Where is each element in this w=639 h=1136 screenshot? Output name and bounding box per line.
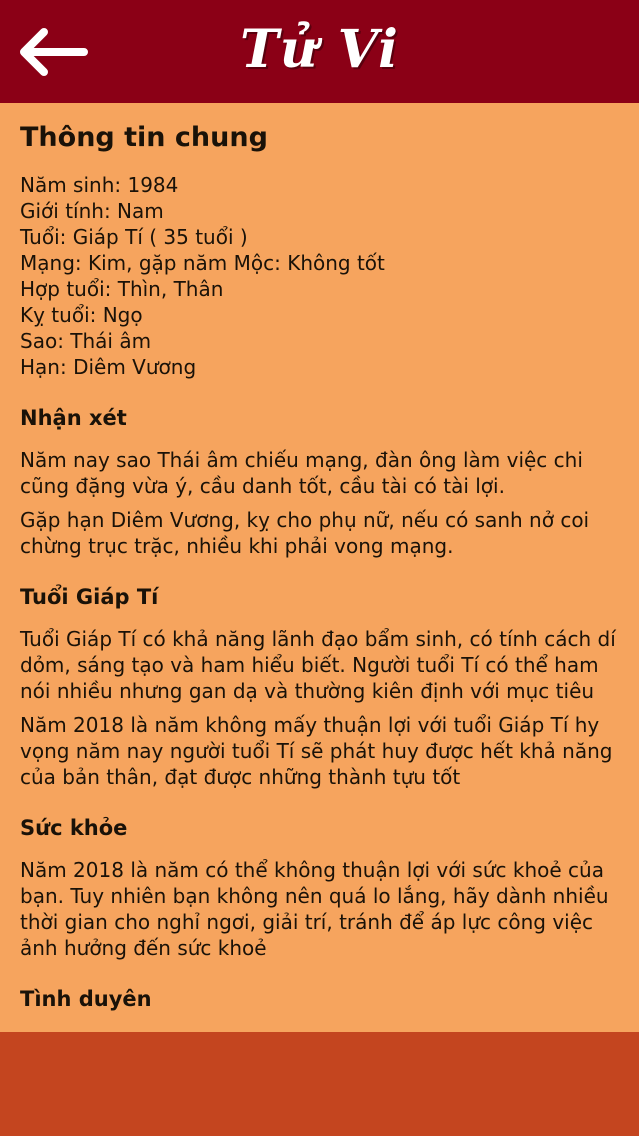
health-paragraph-1: Năm 2018 là năm có thể không thuận lợi với sức khoẻ của bạn. Tuy nhiên bạn không nên quá lo lắng, hãy dành nhiều thời gian cho nghỉ ngơi, giải trí, tránh để áp lực công việc ảnh hưởng đến sức khoẻ <box>20 858 609 960</box>
info-gender: Giới tính: Nam <box>20 199 164 223</box>
footer-bar <box>0 1032 639 1136</box>
review-paragraph-2: Gặp hạn Diêm Vương, kỵ cho phụ nữ, nếu có sanh nở coi chừng trục trặc, nhiều khi phải vong mạng. <box>20 508 590 558</box>
section-heading-review: Nhận xét <box>20 406 127 430</box>
info-element: Mạng: Kim, gặp năm Mộc: Không tốt <box>20 251 385 275</box>
app-title: Tử Vi <box>240 19 399 80</box>
review-paragraph-1: Năm nay sao Thái âm chiếu mạng, đàn ông làm việc chi cũng đặng vừa ý, cầu danh tốt, cầu tài có tài lợi. <box>20 448 583 498</box>
info-incompatible-ages: Kỵ tuổi: Ngọ <box>20 303 143 327</box>
section-heading-love: Tình duyên <box>20 987 152 1011</box>
age-paragraph-1: Tuổi Giáp Tí có khả năng lãnh đạo bẩm sinh, có tính cách dí dỏm, sáng tạo và ham hiểu biết. Người tuổi Tí có thể ham nói nhiều nhưng gan dạ và thường kiên định với mục tiêu <box>20 627 616 703</box>
info-compatible-ages: Hợp tuổi: Thìn, Thân <box>20 277 224 301</box>
section-heading-age: Tuổi Giáp Tí <box>20 585 159 609</box>
app-header <box>0 0 639 103</box>
info-limit: Hạn: Diêm Vương <box>20 355 197 379</box>
age-paragraph-2: Năm 2018 là năm không mấy thuận lợi với tuổi Giáp Tí hy vọng năm nay người tuổi Tí sẽ phát huy được hết khả năng của bản thân, đạt được những thành tựu tốt <box>20 713 613 789</box>
info-star: Sao: Thái âm <box>20 329 152 353</box>
section-heading-health: Sức khỏe <box>20 816 128 840</box>
info-birth-year: Năm sinh: 1984 <box>20 173 179 197</box>
content-area <box>20 120 620 1028</box>
info-age: Tuổi: Giáp Tí ( 35 tuổi ) <box>20 225 248 249</box>
general-info-heading: Thông tin chung <box>20 122 268 153</box>
general-info-list <box>20 172 620 380</box>
